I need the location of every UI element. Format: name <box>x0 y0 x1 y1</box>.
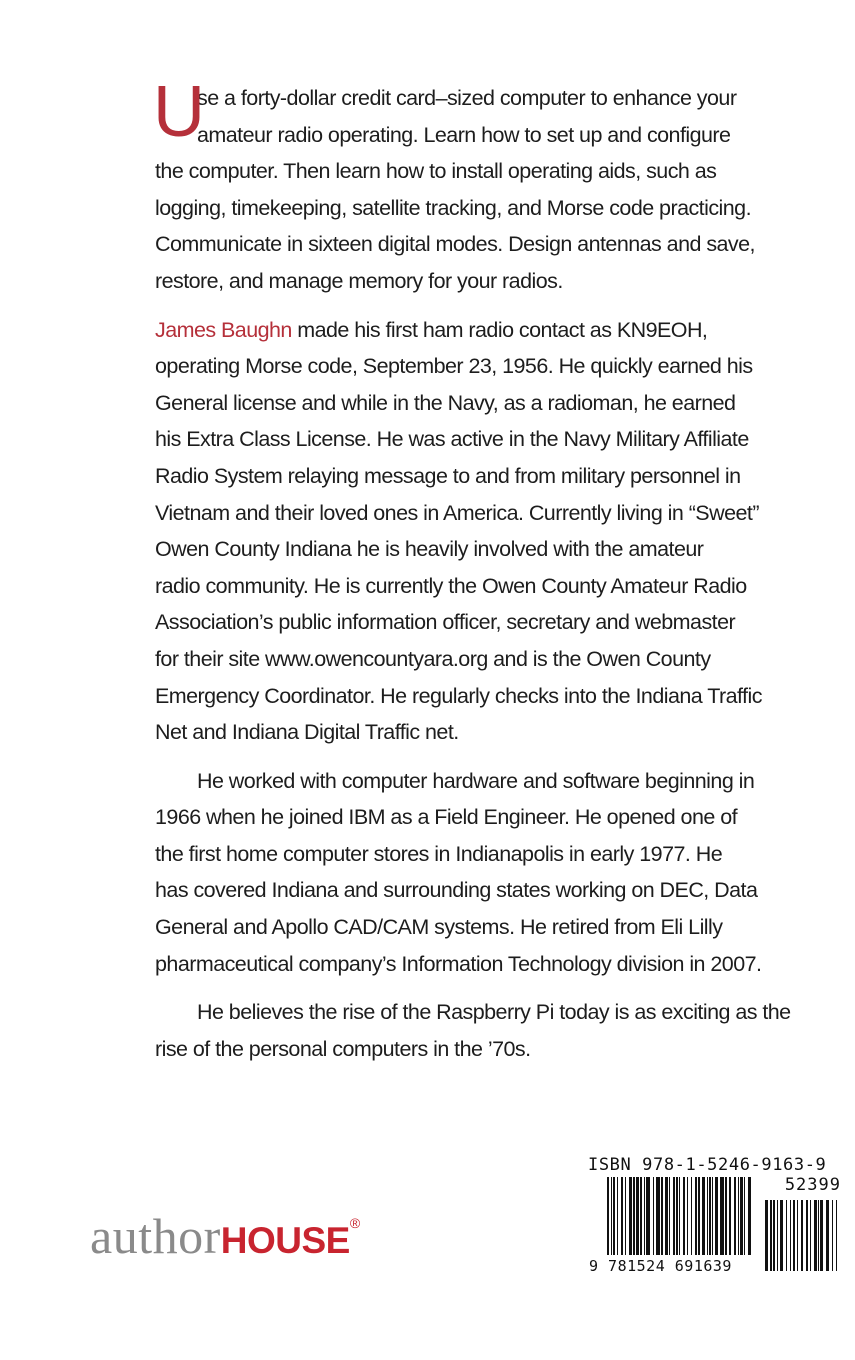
barcode-bar <box>773 1200 775 1271</box>
text-line: his Extra Class License. He was active in the Navy Military Affiliate <box>155 427 749 452</box>
text-line: 1966 when he joined IBM as a Field Engineer. He opened one of <box>155 805 738 830</box>
barcode-bar <box>790 1200 791 1271</box>
barcode-bar <box>695 1177 697 1255</box>
bio-closing-paragraph <box>155 994 795 1067</box>
barcode-bar <box>780 1200 783 1271</box>
barcode-bar <box>617 1177 618 1255</box>
text-line: General and Apollo CAD/CAM systems. He retired from Eli Lilly <box>155 915 723 940</box>
barcode-bar <box>729 1177 731 1255</box>
barcode-bar <box>715 1177 718 1255</box>
back-cover-text <box>153 72 795 1079</box>
text-line: He worked with computer hardware and software beginning in <box>197 768 755 793</box>
authorhouse-logo <box>90 1207 360 1265</box>
isbn-label: ISBN 978-1-5246-9163-9 <box>588 1155 827 1175</box>
text-line: radio community. He is currently the Owen County Amateur Radio <box>155 573 747 598</box>
text-line: rise of the personal computers in the ’70s. <box>155 1036 531 1061</box>
barcode-bar <box>709 1177 711 1255</box>
barcode-bar <box>712 1177 713 1255</box>
barcode-bar <box>765 1200 768 1271</box>
barcode-bar <box>636 1177 639 1255</box>
text-line: General license and while in the Navy, as a radioman, he earned <box>155 390 736 415</box>
barcode-bar <box>629 1177 632 1255</box>
bio-first-line <box>155 312 795 349</box>
barcode-bar <box>810 1200 811 1271</box>
barcode-bar <box>826 1200 829 1271</box>
barcode-bar <box>633 1177 635 1255</box>
barcode-bar <box>793 1200 795 1271</box>
barcode-bar <box>669 1177 670 1255</box>
bio-line-text: made his first ham radio contact as KN9EOH, <box>291 317 708 342</box>
text-line: has covered Indiana and surrounding states working on DEC, Data <box>155 878 758 903</box>
barcode-bar <box>806 1200 808 1271</box>
text-line: Radio System relaying message to and from military personnel in <box>155 463 741 488</box>
barcode-bar <box>687 1177 688 1255</box>
text-line: for their site www.owencountyara.org and is the Owen County <box>155 646 711 671</box>
text-line: Vietnam and their loved ones in America. Currently living in “Sweet” <box>155 500 759 525</box>
barcode-bar <box>744 1177 745 1255</box>
barcode-bar <box>611 1177 612 1255</box>
text-line: Communicate in sixteen digital modes. Design antennas and save, <box>155 232 755 257</box>
text-line: Emergency Coordinator. He regularly checks into the Indiana Traffic <box>155 683 762 708</box>
barcode-bar <box>770 1200 772 1271</box>
text-line: operating Morse code, September 23, 1956. He quickly earned his <box>155 354 753 379</box>
barcode-bar <box>676 1177 678 1255</box>
text-line: logging, timekeeping, satellite tracking, and Morse code practicing. <box>155 195 752 220</box>
barcode-bar <box>607 1177 609 1255</box>
barcode-bar <box>621 1177 623 1255</box>
barcode-bar <box>613 1177 615 1255</box>
text-line: Net and Indiana Digital Traffic net. <box>155 720 459 745</box>
barcode-bar <box>814 1200 817 1271</box>
barcode-bar <box>683 1177 685 1255</box>
barcode-bar <box>725 1177 727 1255</box>
barcode-bar <box>820 1200 823 1271</box>
barcode-bar <box>836 1200 837 1271</box>
drop-cap: U <box>153 72 205 152</box>
barcode-bar <box>777 1200 778 1271</box>
bio-paragraph <box>155 312 795 751</box>
text-line: He believes the rise of the Raspberry Pi today is as exciting as the <box>197 1000 791 1025</box>
text-line: Association’s public information officer, secretary and webmaster <box>155 610 736 635</box>
barcode-bar <box>691 1177 692 1255</box>
logo-house: HOUSE <box>220 1220 350 1261</box>
barcode-bar <box>698 1177 700 1255</box>
blurb-paragraph <box>153 72 795 300</box>
logo-author: author <box>90 1208 221 1264</box>
text-line: the computer. Then learn how to install operating aids, such as <box>155 159 717 184</box>
barcode-bar <box>801 1200 803 1271</box>
barcode-bar <box>702 1177 705 1255</box>
barcode-digits: 9 781524 691639 <box>589 1257 732 1275</box>
barcode-bar <box>748 1177 751 1255</box>
barcode-bar <box>720 1177 724 1255</box>
barcode-bar <box>740 1177 743 1255</box>
barcode-bar <box>734 1177 736 1255</box>
bio-career-paragraph <box>155 763 795 983</box>
barcode-bar <box>653 1177 654 1255</box>
barcode-bar <box>625 1177 626 1255</box>
text-line: amateur radio operating. Learn how to set up and configure <box>197 122 731 147</box>
text-line: se a forty-dollar credit card–sized computer to enhance your <box>197 86 737 110</box>
author-name: James Baughn <box>155 317 292 342</box>
text-line: pharmaceutical company’s Information Technology division in 2007. <box>155 951 762 976</box>
barcode-bar <box>832 1200 833 1271</box>
price-code: 52399 <box>784 1175 841 1195</box>
text-line: the first home computer stores in Indianapolis in early 1977. He <box>155 841 723 866</box>
text-line: Owen County Indiana he is heavily involved with the amateur <box>155 537 704 562</box>
barcode-bar <box>646 1177 650 1255</box>
isbn-barcode <box>585 1155 843 1280</box>
barcode-bar <box>656 1177 660 1255</box>
barcode-bar <box>818 1200 819 1271</box>
barcode-bar <box>661 1177 663 1255</box>
barcode-bar <box>673 1177 675 1255</box>
barcode-bar <box>679 1177 680 1255</box>
barcode-bar <box>797 1200 798 1271</box>
barcode-bar <box>640 1177 642 1255</box>
registered-mark: ® <box>349 1215 361 1231</box>
barcode-bar <box>738 1177 739 1255</box>
barcode-bar <box>644 1177 645 1255</box>
text-line: restore, and manage memory for your radios. <box>155 268 563 293</box>
barcode-bar <box>786 1200 787 1271</box>
barcode-bar <box>665 1177 668 1255</box>
barcode-bar <box>707 1177 708 1255</box>
